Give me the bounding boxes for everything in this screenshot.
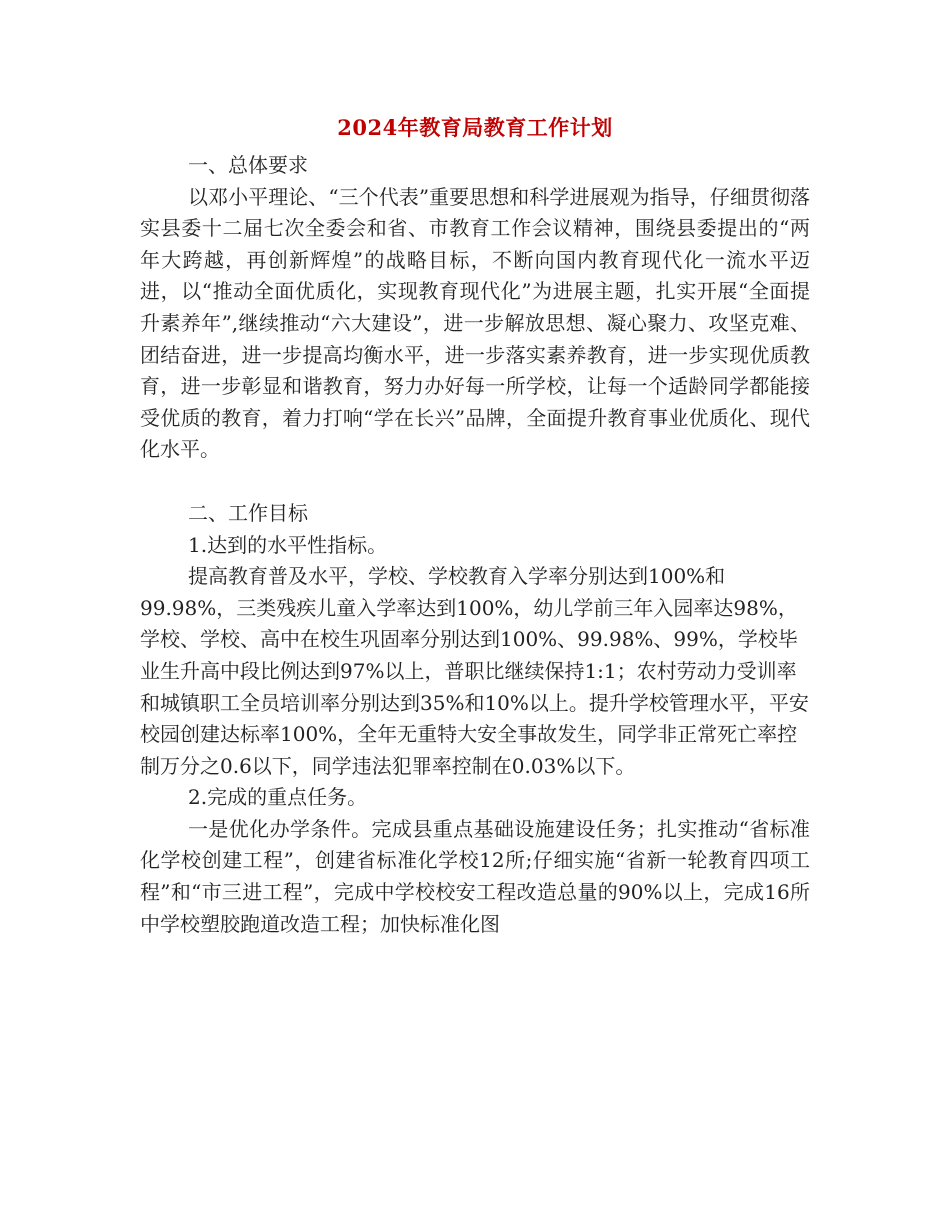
paragraph-spacer bbox=[140, 466, 810, 498]
section-heading-work-goals: 二、工作目标 bbox=[188, 500, 308, 525]
document-body bbox=[140, 150, 810, 940]
section-heading-overall-requirements: 一、总体要求 bbox=[188, 153, 308, 177]
subheading-key-tasks: 2.完成的重点任务。 bbox=[188, 785, 368, 810]
paragraph-overall-requirements: 以邓小平理论、“三个代表”重要思想和科学进展观为指导，仔细贯彻落实县委十二届七次全委会和省、市教育工作会议精神，围绕县委提出的“两年大跨越，再创新辉煌”的战略目标，不断向国内教育现代化一流水平迈进，以“推动全面优质化，实现教育现代化”为进展主题，扎实开展“全面提升素养年”,继续推动“六大建设”，进一步解放思想、凝心聚力、攻坚克难、团结奋进，进一步提高均衡水平，进一步落实素养教育，进一步实现优质教育，进一步彰显和谐教育，努力办好每一所学校，让每一个适龄同学都能接受优质的教育，着力打响“学在长兴”品牌，全面提升教育事业优质化、现代化水平。 bbox=[140, 184, 810, 462]
paragraph-key-tasks: 一是优化办学条件。完成县重点基础设施建设任务；扎实推动“省标准化学校创建工程”，创建省标准化学校12所;仔细实施“省新一轮教育四项工程”和“市三进工程”，完成中学校校安工程改造总量的90%以上，完成16所中学校塑胶跑道改造工程；加快标准化图 bbox=[140, 816, 810, 936]
subheading-level-indicators: 1.达到的水平性指标。 bbox=[188, 532, 388, 557]
paragraph-level-indicators: 提高教育普及水平，学校、学校教育入学率分别达到100%和99.98%，三类残疾儿童入学率达到100%，幼儿学前三年入园率达98%，学校、学校、高中在校生巩固率分别达到100%、99.98%、99%，学校毕业生升高中段比例达到97%以上，普职比继续保持1:1；农村劳动力受训率和城镇职工全员培训率分别达到35%和10%以上。提升学校管理水平，平安校园创建达标率100%，全年无重特大安全事故发生，同学非正常死亡率控制万分之0.6以下，同学违法犯罪率控制在0.03%以下。 bbox=[140, 564, 809, 778]
document-title: 2024年教育局教育工作计划 bbox=[337, 115, 613, 140]
